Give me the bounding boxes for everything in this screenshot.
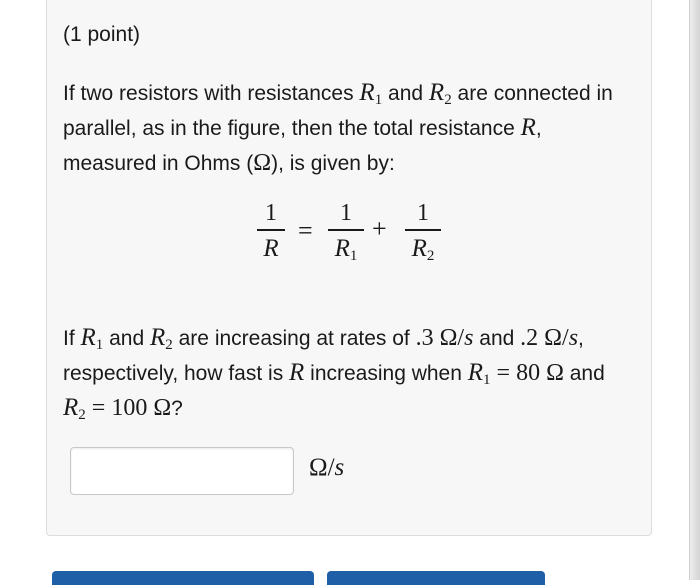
var-letter: R	[428, 79, 445, 106]
intro-text: are connected in parallel, as in the figure, then the total resistance	[63, 82, 613, 140]
var-subscript: 1	[95, 337, 104, 353]
var-subscript: 1	[349, 247, 358, 264]
point-value: (1 point)	[63, 23, 141, 46]
fraction-bar	[257, 229, 285, 231]
parallel-resistance-formula	[47, 200, 653, 270]
var-letter: R	[63, 394, 79, 421]
var-letter: R	[150, 324, 166, 351]
numerator: 1	[340, 200, 352, 226]
problem-question	[63, 321, 633, 426]
question-card	[46, 0, 652, 536]
var-r2	[429, 79, 452, 106]
value-r2: = 100 Ω	[85, 395, 172, 421]
rate-value: .3 Ω/	[415, 325, 465, 351]
question-text: ?	[171, 397, 183, 420]
rate-value: .2 Ω/	[520, 325, 569, 351]
var-letter: R	[334, 234, 350, 262]
answer-input[interactable]	[70, 447, 294, 495]
var-r1	[359, 79, 382, 106]
var-subscript: 2	[444, 92, 452, 108]
rate-r2	[520, 325, 578, 351]
var-subscript: 1	[483, 372, 491, 388]
intro-text: and	[382, 82, 429, 105]
plus-sign: +	[372, 214, 387, 243]
fraction-lhs	[257, 200, 285, 263]
var-letter: R	[467, 359, 484, 386]
denominator	[328, 235, 364, 263]
value-r1: = 80 Ω	[490, 360, 564, 386]
denominator	[405, 235, 441, 263]
var-r1	[81, 324, 104, 351]
question-text: and	[473, 327, 521, 350]
rate-unit: s	[464, 325, 474, 351]
numerator: 1	[265, 200, 277, 226]
question-text: are increasing at rates of	[172, 327, 416, 350]
unit-seconds: s	[334, 454, 345, 481]
var-r: R	[289, 359, 305, 386]
problem-intro	[63, 76, 633, 181]
omega-symbol: Ω	[253, 150, 272, 176]
numerator: 1	[417, 200, 429, 226]
var-r2	[63, 394, 86, 421]
rate-r1	[416, 325, 474, 351]
fraction-bar	[328, 229, 364, 231]
denominator: R	[263, 234, 279, 262]
var-letter: R	[359, 79, 375, 106]
question-text: and	[563, 362, 605, 385]
fraction-r1	[328, 200, 364, 263]
intro-text: , measured in Ohms (	[63, 117, 542, 175]
submit-button[interactable]	[52, 571, 314, 585]
scrollbar-edge	[689, 0, 700, 580]
rate-unit: s	[568, 325, 579, 351]
question-text: and	[103, 327, 151, 350]
var-subscript: 2	[426, 247, 435, 264]
answer-unit	[309, 454, 344, 482]
var-subscript: 2	[78, 407, 86, 423]
equals-sign: =	[298, 216, 313, 245]
var-r1	[468, 359, 491, 386]
intro-text: ), is given by:	[271, 152, 395, 175]
unit-omega: Ω/	[309, 454, 335, 481]
fraction-bar	[405, 229, 441, 231]
var-r: R	[520, 114, 536, 141]
var-subscript: 2	[165, 337, 173, 353]
var-r2	[150, 324, 173, 351]
var-subscript: 1	[374, 92, 383, 108]
question-text: If	[63, 327, 81, 350]
var-letter: R	[411, 234, 427, 262]
question-text: , respectively, how fast is	[63, 327, 584, 385]
var-letter: R	[80, 324, 96, 351]
intro-text: If two resistors with resistances	[63, 82, 360, 105]
question-text: increasing when	[304, 362, 468, 385]
secondary-button[interactable]	[327, 571, 545, 585]
fraction-r2	[405, 200, 441, 263]
